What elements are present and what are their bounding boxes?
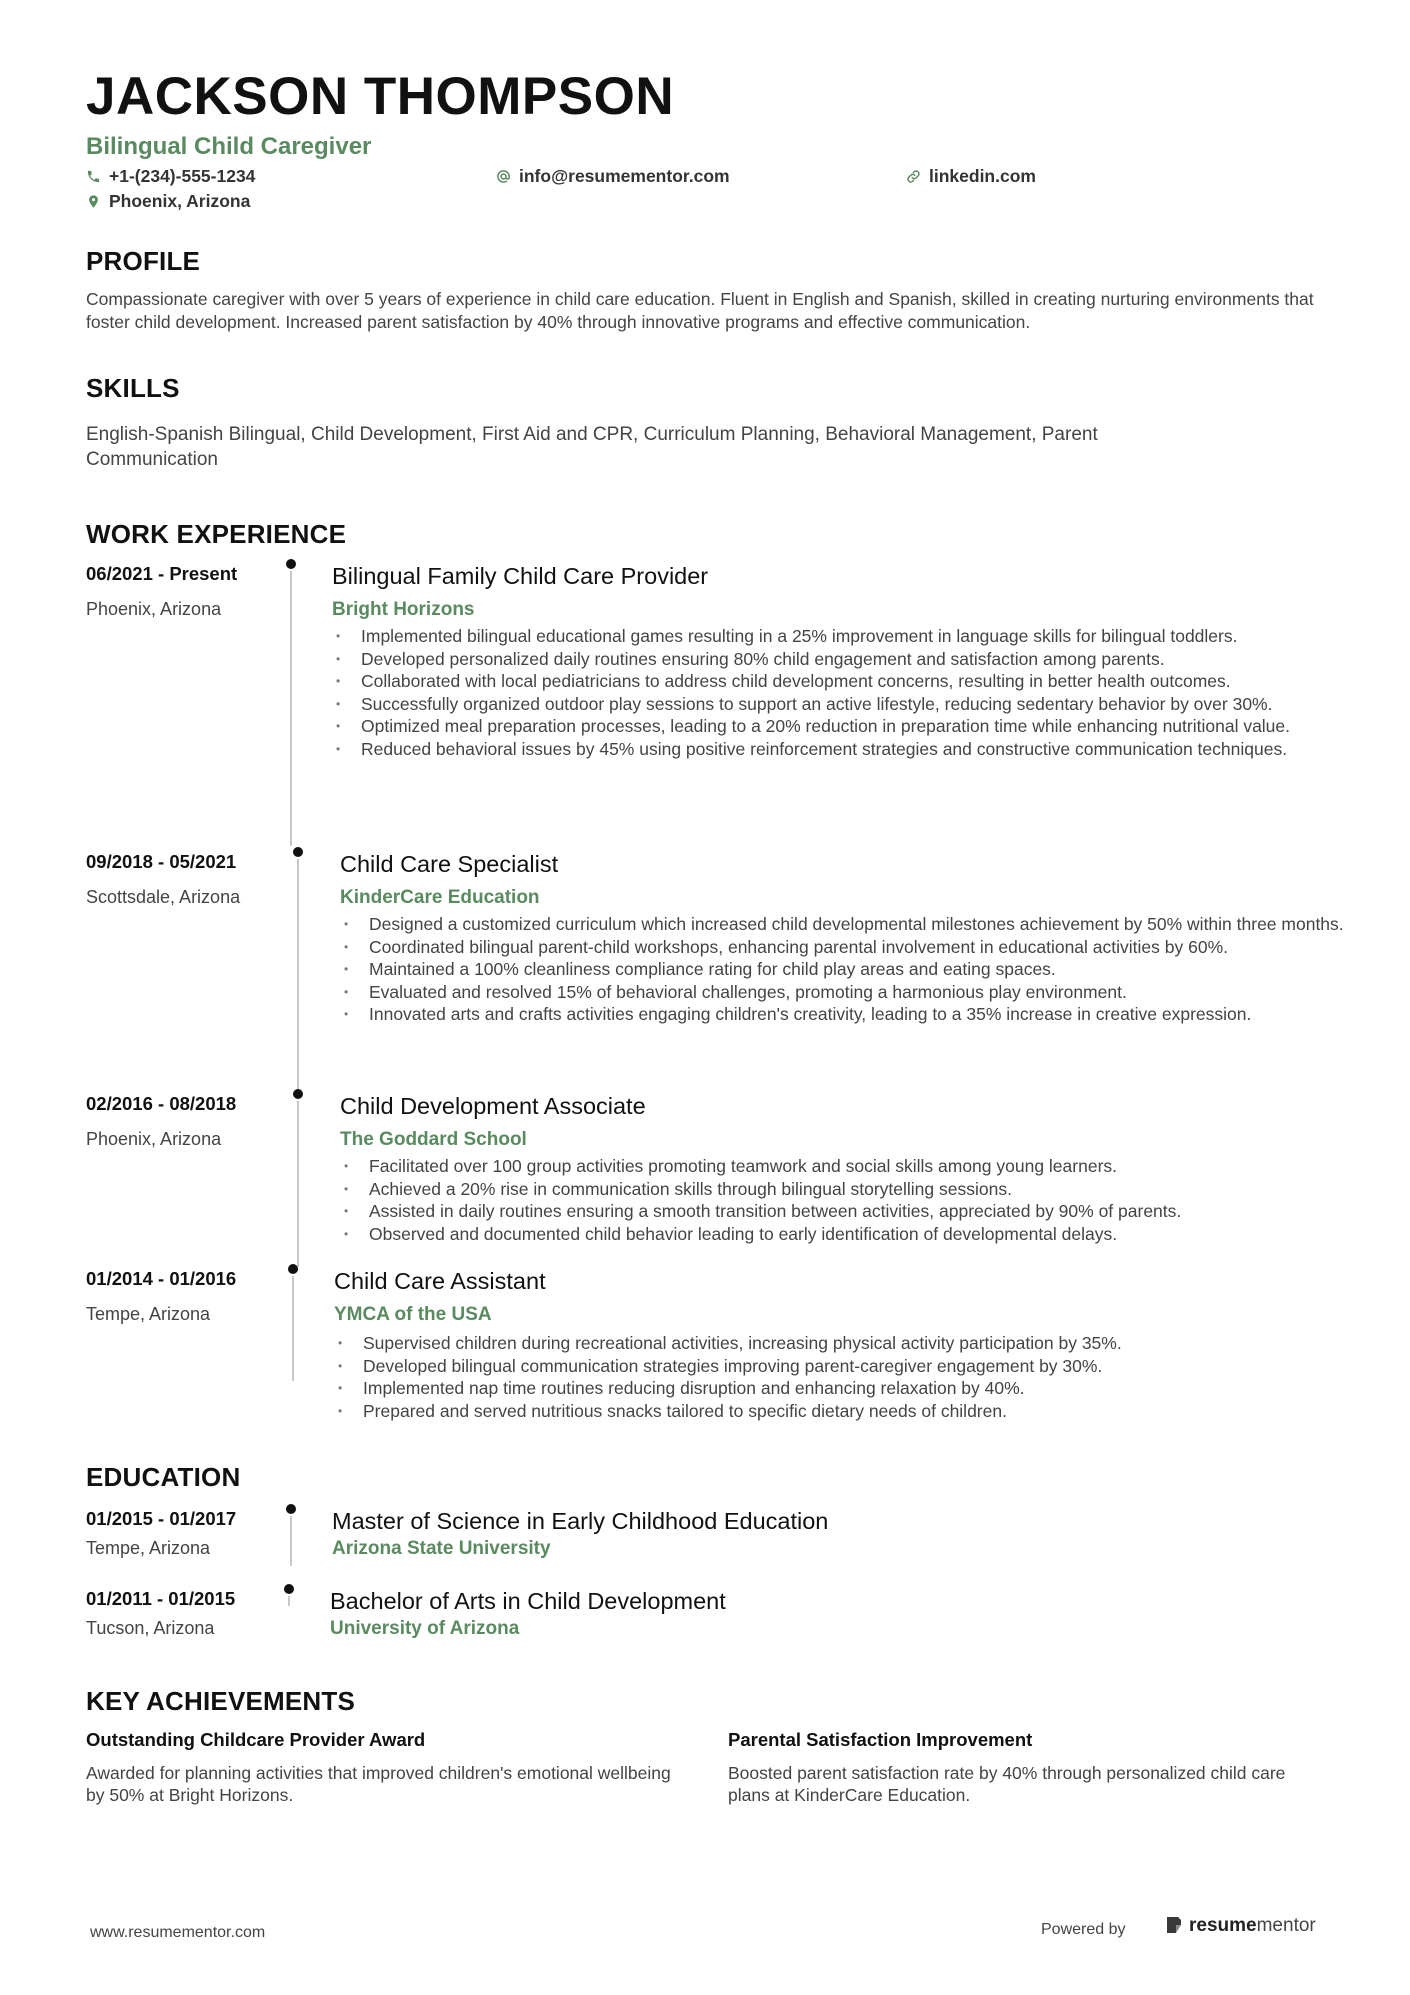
education-dates: 01/2011 - 01/2015 (86, 1588, 236, 1609)
timeline-line (297, 859, 299, 1093)
footer-powered-by: Powered by (1041, 1921, 1126, 1938)
achievement-title: Outstanding Childcare Provider Award (86, 1729, 426, 1750)
job-bullet: • Developed bilingual communication strategies improving parent-caregiver engagement by 30%. (334, 1355, 1344, 1378)
timeline-line (297, 1101, 299, 1267)
linkedin-text: linkedin.com (929, 166, 1036, 186)
job-dates: 06/2021 - Present (86, 563, 238, 584)
achievement-item (728, 1731, 1328, 1807)
job-dates: 01/2014 - 01/2016 (86, 1268, 237, 1289)
brand-name-bold: resume (1189, 1914, 1257, 1936)
location-pin-icon (86, 194, 101, 209)
skills-text: English-Spanish Bilingual, Child Development, First Aid and CPR, Curriculum Planning, Behavioral Management, Parent Communication (86, 424, 1098, 470)
job-bullet: • Successfully organized outdoor play sessions to support an active lifestyle, reducing sedentary behavior by over 30%. (332, 693, 1342, 716)
job-bullet: • Observed and documented child behavior leading to early identification of developmental delays. (340, 1223, 1350, 1246)
job-dates: 02/2016 - 08/2018 (86, 1093, 237, 1114)
timeline-dot (293, 1089, 303, 1099)
timeline-dot (288, 1264, 298, 1274)
education-heading: EDUCATION (86, 1462, 241, 1492)
brand-name (1189, 1916, 1316, 1935)
job-bullet: • Implemented nap time routines reducing disruption and enhancing relaxation by 40%. (334, 1377, 1344, 1400)
skills-heading: SKILLS (86, 373, 180, 403)
timeline-dot (286, 559, 296, 569)
education-degree: Bachelor of Arts in Child Development (330, 1588, 726, 1614)
job-bullet: • Designed a customized curriculum which increased child developmental milestones achievement by 50% within three months. (340, 913, 1350, 936)
education-location: Tempe, Arizona (86, 1538, 211, 1558)
achievements-heading: KEY ACHIEVEMENTS (86, 1686, 356, 1716)
timeline-line (288, 1596, 290, 1606)
phone-icon (86, 169, 101, 184)
education-dates: 01/2015 - 01/2017 (86, 1508, 237, 1529)
profile-text: Compassionate caregiver with over 5 years of experience in child care education. Fluent in English and Spanish, skilled in creating nurturing environments that foster child development. Increased parent satisfaction by 40% through innovative programs and effective communication. (86, 289, 1314, 332)
job-bullets (340, 1155, 1350, 1245)
job-bullet: • Facilitated over 100 group activities promoting teamwork and social skills among young learners. (340, 1155, 1350, 1178)
at-icon (496, 169, 511, 184)
job-bullets (334, 1332, 1344, 1422)
education-school: Arizona State University (332, 1538, 551, 1559)
job-company: Bright Horizons (332, 599, 475, 620)
education-degree: Master of Science in Early Childhood Education (332, 1508, 829, 1534)
job-title: Child Development Associate (340, 1093, 646, 1119)
job-bullet: • Collaborated with local pediatricians to address child development concerns, resulting in better health outcomes. (332, 670, 1342, 693)
timeline-line (290, 571, 292, 846)
achievement-item (86, 1731, 686, 1807)
contact-email (496, 168, 730, 186)
link-icon (906, 169, 921, 184)
experience-heading: WORK EXPERIENCE (86, 519, 347, 549)
timeline-dot (286, 1504, 296, 1514)
job-bullet: • Coordinated bilingual parent-child workshops, enhancing parental involvement in educational activities by 60%. (340, 936, 1350, 959)
email-text: info@resumementor.com (519, 166, 730, 186)
job-bullet: • Evaluated and resolved 15% of behavioral challenges, promoting a harmonious play environment. (340, 981, 1350, 1004)
contact-phone (86, 168, 255, 186)
achievement-description: Awarded for planning activities that improved children's emotional wellbeing by 50% at Bright Horizons. (86, 1762, 671, 1805)
job-dates: 09/2018 - 05/2021 (86, 851, 237, 872)
location-text: Phoenix, Arizona (109, 191, 251, 211)
job-bullets (340, 913, 1350, 1026)
profile-heading: PROFILE (86, 246, 201, 276)
brand-name-rest: mentor (1256, 1914, 1316, 1936)
job-title: Child Care Assistant (334, 1268, 546, 1294)
job-company: KinderCare Education (340, 887, 540, 908)
job-location: Scottsdale, Arizona (86, 887, 241, 907)
job-location: Phoenix, Arizona (86, 1129, 222, 1149)
phone-text: +1-(234)-555-1234 (109, 166, 256, 186)
job-bullet: • Maintained a 100% cleanliness compliance rating for child play areas and eating spaces. (340, 958, 1350, 981)
job-bullets (332, 625, 1342, 760)
timeline-line (290, 1516, 292, 1566)
education-location: Tucson, Arizona (86, 1618, 215, 1638)
job-bullet: • Developed personalized daily routines ensuring 80% child engagement and satisfaction among parents. (332, 648, 1342, 671)
timeline-line (292, 1276, 294, 1381)
candidate-name: JACKSON THOMPSON (86, 67, 675, 126)
job-bullet: • Innovated arts and crafts activities engaging children's creativity, leading to a 35% increase in creative expression. (340, 1003, 1350, 1026)
job-bullet: • Reduced behavioral issues by 45% using positive reinforcement strategies and constructive communication techniques. (332, 738, 1342, 761)
achievement-description: Boosted parent satisfaction rate by 40% through personalized child care plans at KinderCare Education. (728, 1762, 1286, 1805)
timeline-dot (284, 1584, 294, 1594)
job-bullet: • Implemented bilingual educational games resulting in a 25% improvement in language skills for bilingual toddlers. (332, 625, 1342, 648)
job-title: Bilingual Family Child Care Provider (332, 563, 709, 589)
job-title: Child Care Specialist (340, 851, 559, 877)
job-location: Phoenix, Arizona (86, 599, 222, 619)
job-bullet: • Prepared and served nutritious snacks tailored to specific dietary needs of children. (334, 1400, 1344, 1423)
candidate-role: Bilingual Child Caregiver (86, 133, 372, 160)
contact-linkedin (906, 168, 1036, 186)
achievement-title: Parental Satisfaction Improvement (728, 1729, 1033, 1750)
job-bullet: • Optimized meal preparation processes, leading to a 20% reduction in preparation time while enhancing nutritional value. (332, 715, 1342, 738)
job-company: The Goddard School (340, 1129, 527, 1150)
footer-website[interactable]: www.resumementor.com (90, 1924, 266, 1941)
education-school: University of Arizona (330, 1618, 520, 1639)
brand-logo-icon (1165, 1915, 1183, 1935)
job-location: Tempe, Arizona (86, 1304, 211, 1324)
footer-brand-logo[interactable] (1165, 1915, 1316, 1935)
contact-location (86, 193, 250, 211)
timeline-dot (293, 847, 303, 857)
job-bullet: • Supervised children during recreational activities, increasing physical activity participation by 35%. (334, 1332, 1344, 1355)
job-company: YMCA of the USA (334, 1304, 492, 1325)
job-bullet: • Achieved a 20% rise in communication skills through bilingual storytelling sessions. (340, 1178, 1350, 1201)
job-bullet: • Assisted in daily routines ensuring a smooth transition between activities, appreciated by 90% of parents. (340, 1200, 1350, 1223)
